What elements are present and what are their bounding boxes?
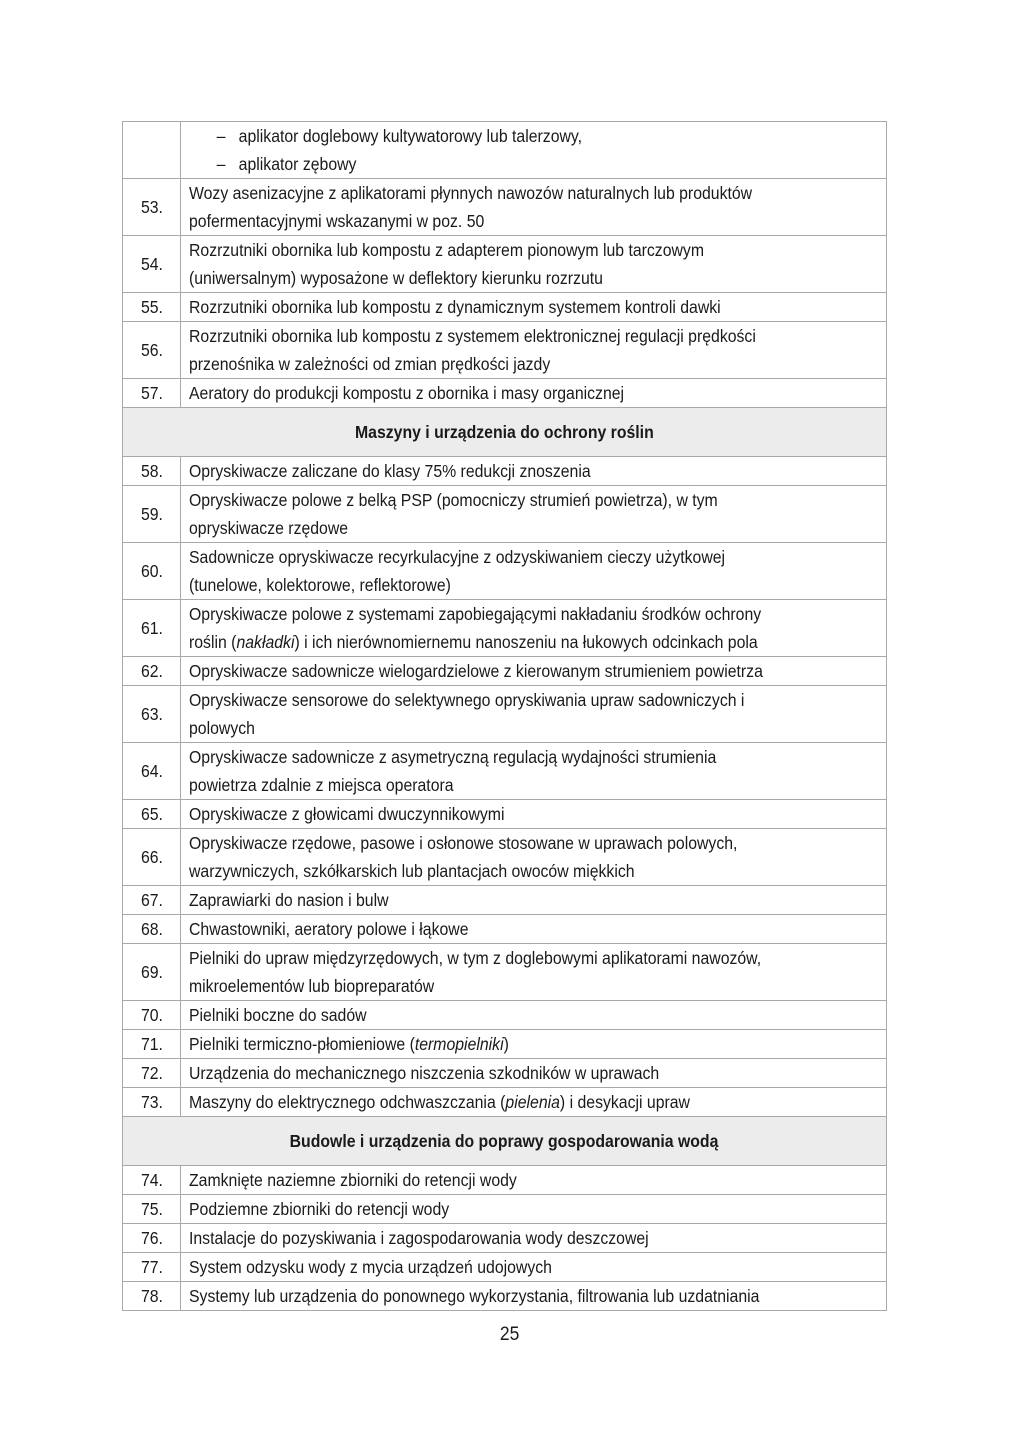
- description-line: Opryskiwacze polowe z systemami zapobiegającymi nakładaniu środków ochrony: [189, 604, 762, 624]
- description-line: Rozrzutniki obornika lub kompostu z dynamicznym systemem kontroli dawki: [189, 297, 721, 317]
- row-description: [181, 486, 887, 543]
- row-number: 67.: [123, 886, 181, 915]
- table-row: [123, 1059, 887, 1088]
- table-row: [123, 1282, 887, 1311]
- row-number: 71.: [123, 1030, 181, 1059]
- description-line: Opryskiwacze sadownicze z asymetryczną regulacją wydajności strumienia: [189, 747, 717, 767]
- text-fragment: ) i ich nierównomiernemu nanoszeniu na łukowych odcinkach pola: [294, 632, 758, 652]
- text-fragment: Pielniki termiczno-płomieniowe (: [189, 1034, 415, 1054]
- italic-term: termopielniki: [414, 1034, 504, 1054]
- row-description: [181, 1166, 887, 1195]
- row-description: [181, 829, 887, 886]
- row-number: 70.: [123, 1001, 181, 1030]
- row-number: 54.: [123, 236, 181, 293]
- table-row: [123, 1030, 887, 1059]
- row-description: [181, 1253, 887, 1282]
- description-line: mikroelementów lub biopreparatów: [189, 976, 435, 996]
- row-description: [181, 1282, 887, 1311]
- description-line: Chwastowniki, aeratory polowe i łąkowe: [189, 919, 469, 939]
- description-line: Rozrzutniki obornika lub kompostu z adapterem pionowym lub tarczowym: [189, 240, 705, 260]
- row-description: [181, 293, 887, 322]
- table-row: [123, 657, 887, 686]
- bullet-item: – aplikator doglebowy kultywatorowy lub talerzowy,: [189, 122, 825, 150]
- row-description: [181, 1030, 887, 1059]
- description-line: (uniwersalnym) wyposażone w deflektory kierunku rozrzutu: [189, 268, 603, 288]
- description-line: Opryskiwacze zaliczane do klasy 75% redukcji znoszenia: [189, 461, 591, 481]
- description-line: warzywniczych, szkółkarskich lub plantacjach owoców miękkich: [189, 861, 635, 881]
- row-number: [123, 122, 181, 179]
- row-description: [181, 600, 887, 657]
- description-line: Opryskiwacze sadownicze wielogardzielowe z kierowanym strumieniem powietrza: [189, 661, 763, 681]
- description-line: System odzysku wody z mycia urządzeń udojowych: [189, 1257, 552, 1277]
- table-row: [123, 1001, 887, 1030]
- row-number: 74.: [123, 1166, 181, 1195]
- section-header-row: [123, 408, 887, 457]
- description-line: Podziemne zbiorniki do retencji wody: [189, 1199, 450, 1219]
- row-number: 55.: [123, 293, 181, 322]
- equipment-table: [122, 121, 887, 1311]
- row-number: 63.: [123, 686, 181, 743]
- description-line: Opryskiwacze polowe z belką PSP (pomocniczy strumień powietrza), w tym: [189, 490, 718, 510]
- description-line: powietrza zdalnie z miejsca operatora: [189, 775, 454, 795]
- row-number: 68.: [123, 915, 181, 944]
- table-row: [123, 686, 887, 743]
- row-number: 73.: [123, 1088, 181, 1117]
- row-description: [181, 1001, 887, 1030]
- row-number: 78.: [123, 1282, 181, 1311]
- description-line: opryskiwacze rzędowe: [189, 518, 349, 538]
- page-number: 25: [500, 1324, 520, 1345]
- dash-bullet-icon: –: [216, 154, 226, 174]
- row-description: [181, 236, 887, 293]
- description-line: (tunelowe, kolektorowe, reflektorowe): [189, 575, 451, 595]
- table-row: [123, 1088, 887, 1117]
- description-line: [189, 628, 825, 656]
- description-line: przenośnika w zależności od zmian prędkości jazdy: [189, 354, 551, 374]
- table-row: [123, 293, 887, 322]
- row-number: 76.: [123, 1224, 181, 1253]
- table-row: [123, 543, 887, 600]
- description-line: Opryskiwacze rzędowe, pasowe i osłonowe stosowane w uprawach polowych,: [189, 833, 738, 853]
- description-line: [189, 1030, 825, 1058]
- row-number: 58.: [123, 457, 181, 486]
- row-number: 66.: [123, 829, 181, 886]
- row-description: [181, 179, 887, 236]
- table-row-continuation: [123, 122, 887, 179]
- row-number: 56.: [123, 322, 181, 379]
- table-row: [123, 886, 887, 915]
- table-row: [123, 379, 887, 408]
- section-heading: Budowle i urządzenia do poprawy gospodarowania wodą: [123, 1117, 887, 1166]
- row-description: [181, 1224, 887, 1253]
- row-description: [181, 915, 887, 944]
- table-row: [123, 1224, 887, 1253]
- table-row: [123, 800, 887, 829]
- description-line: Sadownicze opryskiwacze recyrkulacyjne z odzyskiwaniem cieczy użytkowej: [189, 547, 726, 567]
- row-number: 61.: [123, 600, 181, 657]
- description-line: [189, 1088, 825, 1116]
- table-row: [123, 457, 887, 486]
- row-description: [181, 743, 887, 800]
- table-row: [123, 600, 887, 657]
- row-description: [181, 1195, 887, 1224]
- row-description: [181, 457, 887, 486]
- row-description: [181, 543, 887, 600]
- bullet-item: – aplikator zębowy: [189, 150, 825, 178]
- table-row: [123, 944, 887, 1001]
- table-row: [123, 829, 887, 886]
- description-line: Urządzenia do mechanicznego niszczenia szkodników w uprawach: [189, 1063, 660, 1083]
- italic-term: nakładki: [236, 632, 295, 652]
- row-description: [181, 1059, 887, 1088]
- description-line: Opryskiwacze z głowicami dwuczynnikowymi: [189, 804, 505, 824]
- description-line: Pielniki do upraw międzyrzędowych, w tym z doglebowymi aplikatorami nawozów,: [189, 948, 762, 968]
- row-description: [181, 657, 887, 686]
- row-number: 59.: [123, 486, 181, 543]
- description-line: Rozrzutniki obornika lub kompostu z systemem elektronicznej regulacji prędkości: [189, 326, 756, 346]
- row-number: 77.: [123, 1253, 181, 1282]
- row-description: [181, 686, 887, 743]
- section-heading: Maszyny i urządzenia do ochrony roślin: [123, 408, 887, 457]
- table-row: [123, 236, 887, 293]
- table-row: [123, 1166, 887, 1195]
- table-row: [123, 915, 887, 944]
- row-number: 57.: [123, 379, 181, 408]
- row-description: [181, 122, 887, 179]
- text-fragment: ) i desykacji upraw: [559, 1092, 690, 1112]
- description-line: Opryskiwacze sensorowe do selektywnego opryskiwania upraw sadowniczych i: [189, 690, 745, 710]
- description-line: Zaprawiarki do nasion i bulw: [189, 890, 389, 910]
- row-number: 53.: [123, 179, 181, 236]
- description-line: Zamknięte naziemne zbiorniki do retencji wody: [189, 1170, 517, 1190]
- row-number: 75.: [123, 1195, 181, 1224]
- table-row: [123, 322, 887, 379]
- text-fragment: Maszyny do elektrycznego odchwaszczania (: [189, 1092, 506, 1112]
- text-fragment: ): [503, 1034, 509, 1054]
- row-description: [181, 886, 887, 915]
- row-number: 65.: [123, 800, 181, 829]
- description-line: Instalacje do pozyskiwania i zagospodarowania wody deszczowej: [189, 1228, 649, 1248]
- row-number: 64.: [123, 743, 181, 800]
- table-row: [123, 1253, 887, 1282]
- table-row: [123, 743, 887, 800]
- description-line: Pielniki boczne do sadów: [189, 1005, 367, 1025]
- description-line: pofermentacyjnymi wskazanymi w poz. 50: [189, 211, 485, 231]
- row-number: 72.: [123, 1059, 181, 1088]
- row-description: [181, 800, 887, 829]
- row-number: 62.: [123, 657, 181, 686]
- dash-bullet-icon: –: [216, 126, 226, 146]
- description-line: Aeratory do produkcji kompostu z obornika i masy organicznej: [189, 383, 625, 403]
- text-fragment: roślin (: [189, 632, 237, 652]
- row-description: [181, 379, 887, 408]
- row-number: 69.: [123, 944, 181, 1001]
- table-row: [123, 179, 887, 236]
- table-row: [123, 486, 887, 543]
- row-description: [181, 322, 887, 379]
- description-line: Wozy asenizacyjne z aplikatorami płynnych nawozów naturalnych lub produktów: [189, 183, 753, 203]
- description-line: Systemy lub urządzenia do ponownego wykorzystania, filtrowania lub uzdatniania: [189, 1286, 760, 1306]
- table-row: [123, 1195, 887, 1224]
- row-number: 60.: [123, 543, 181, 600]
- section-header-row: [123, 1117, 887, 1166]
- row-description: [181, 1088, 887, 1117]
- row-description: [181, 944, 887, 1001]
- description-line: polowych: [189, 718, 255, 738]
- italic-term: pielenia: [505, 1092, 560, 1112]
